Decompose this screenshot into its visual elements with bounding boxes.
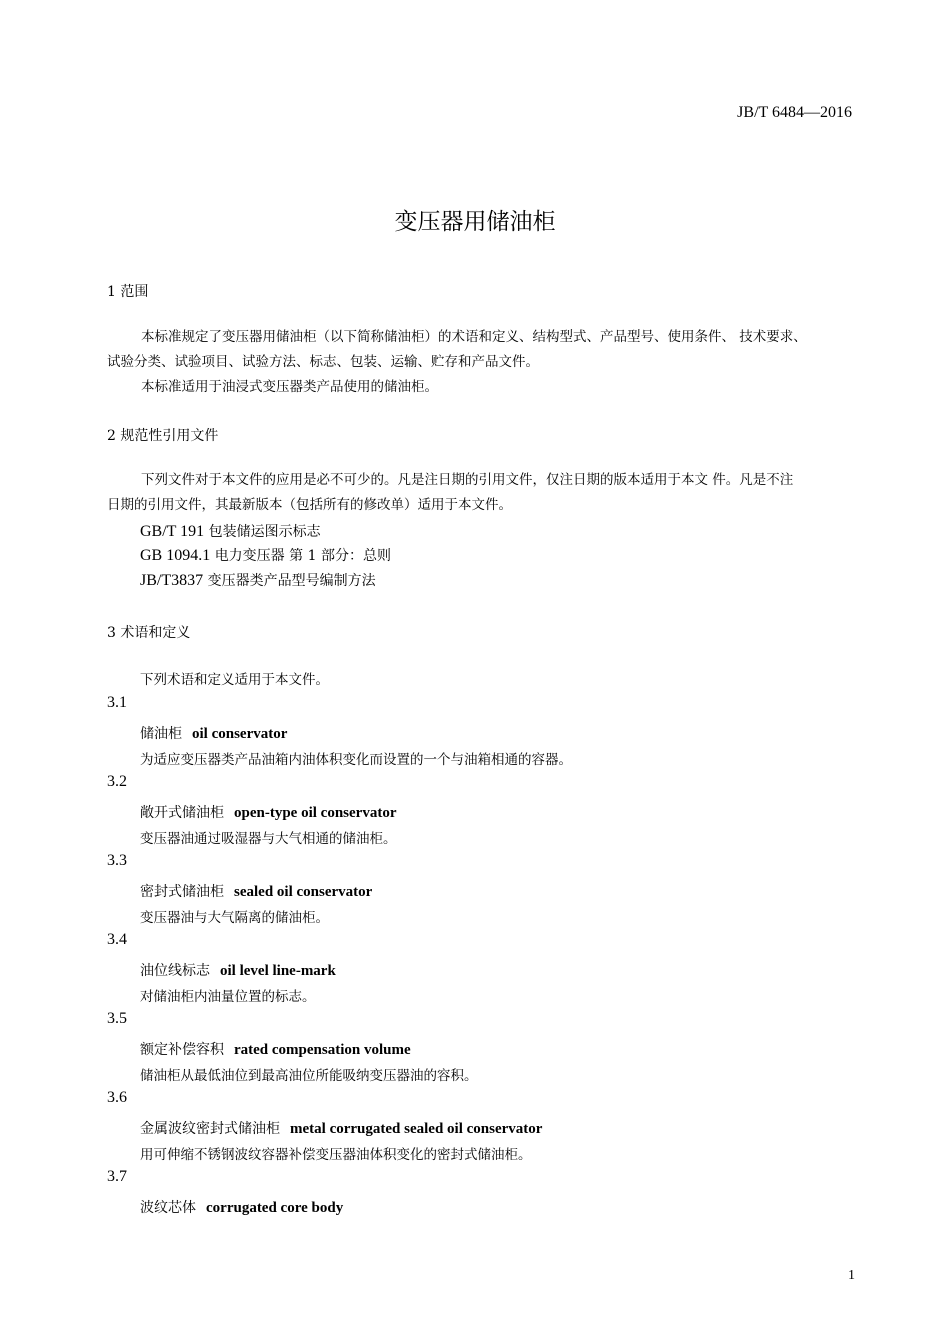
section-1-p1-line2: 试验分类、试验项目、试验方法、标志、包装、运输、贮存和产品文件。 (107, 354, 539, 370)
term-definition: 为适应变压器类产品油箱内油体积变化而设置的一个与油箱相通的容器。 (140, 752, 572, 768)
section-3-heading: 3 术语和定义 (107, 625, 191, 641)
term-en: oil level line-mark (220, 963, 336, 979)
term-zh: 波纹芯体 (140, 1200, 196, 1216)
term-en: open-type oil conservator (234, 805, 397, 821)
term-zh: 密封式储油柜 (140, 884, 224, 900)
page-number: 1 (848, 1268, 855, 1283)
term-definition: 变压器油通过吸湿器与大气相通的储油柜。 (140, 831, 397, 847)
reference-code: GB 1094.1 (140, 547, 211, 564)
reference-code: JB/T3837 (140, 572, 204, 589)
term-number: 3.2 (107, 773, 127, 790)
reference-item (140, 545, 391, 565)
term-heading (140, 960, 336, 980)
section-1-p1-line1: 本标准规定了变压器用储油柜（以下简称储油柜）的术语和定义、结构型式、产品型号、使用条件、 技术要求、 (141, 329, 807, 345)
reference-code: GB/T 191 (140, 523, 205, 540)
term-definition: 储油柜从最低油位到最高油位所能吸纳变压器油的容积。 (140, 1068, 478, 1084)
reference-name: 包装储运图示标志 (208, 524, 321, 540)
term-en: rated compensation volume (234, 1042, 411, 1058)
reference-name: 电力变压器 第 1 部分：总则 (214, 548, 391, 564)
term-en: corrugated core body (206, 1200, 344, 1216)
term-definition: 对储油柜内油量位置的标志。 (140, 989, 316, 1005)
term-heading (140, 723, 287, 743)
term-heading (140, 1039, 411, 1059)
section-1-p2: 本标准适用于油浸式变压器类产品使用的储油柜。 (141, 379, 438, 395)
term-number: 3.5 (107, 1010, 127, 1027)
section-2-paragraph (107, 468, 885, 518)
term-heading (140, 1197, 343, 1217)
term-zh: 敞开式储油柜 (140, 805, 224, 821)
term-en: metal corrugated sealed oil conservator (290, 1121, 543, 1137)
reference-name: 变压器类产品型号编制方法 (207, 573, 376, 589)
reference-item (140, 521, 321, 541)
term-heading (140, 1118, 542, 1138)
term-number: 3.7 (107, 1168, 127, 1185)
section-2-heading: 2 规范性引用文件 (107, 428, 219, 444)
term-en: oil conservator (192, 726, 288, 742)
term-number: 3.3 (107, 852, 127, 869)
term-number: 3.4 (107, 931, 127, 948)
reference-item (140, 570, 376, 590)
term-definition: 变压器油与大气隔离的储油柜。 (140, 910, 329, 926)
term-zh: 金属波纹密封式储油柜 (140, 1121, 280, 1137)
term-heading (140, 881, 372, 901)
term-zh: 储油柜 (140, 726, 182, 742)
section-1-heading: 1 范围 (107, 284, 149, 300)
term-zh: 额定补偿容积 (140, 1042, 224, 1058)
term-heading (140, 802, 396, 822)
term-zh: 油位线标志 (140, 963, 210, 979)
term-number: 3.6 (107, 1089, 127, 1106)
term-number: 3.1 (107, 694, 127, 711)
term-definition: 用可伸缩不锈钢波纹容器补偿变压器油体积变化的密封式储油柜。 (140, 1147, 532, 1163)
section-2-p1-line2: 日期的引用文件，其最新版本（包括所有的修改单）适用于本文件。 (107, 497, 512, 513)
document-title: 变压器用储油柜 (394, 209, 556, 235)
section-3-intro: 下列术语和定义适用于本文件。 (140, 672, 329, 688)
term-en: sealed oil conservator (234, 884, 373, 900)
section-1-paragraph (107, 325, 885, 400)
standard-number: JB/T 6484—2016 (737, 104, 852, 121)
section-2-p1-line1: 下列文件对于本文件的应用是必不可少的。凡是注日期的引用文件，仅注日期的版本适用于本文 件。凡是不注 (141, 472, 794, 488)
